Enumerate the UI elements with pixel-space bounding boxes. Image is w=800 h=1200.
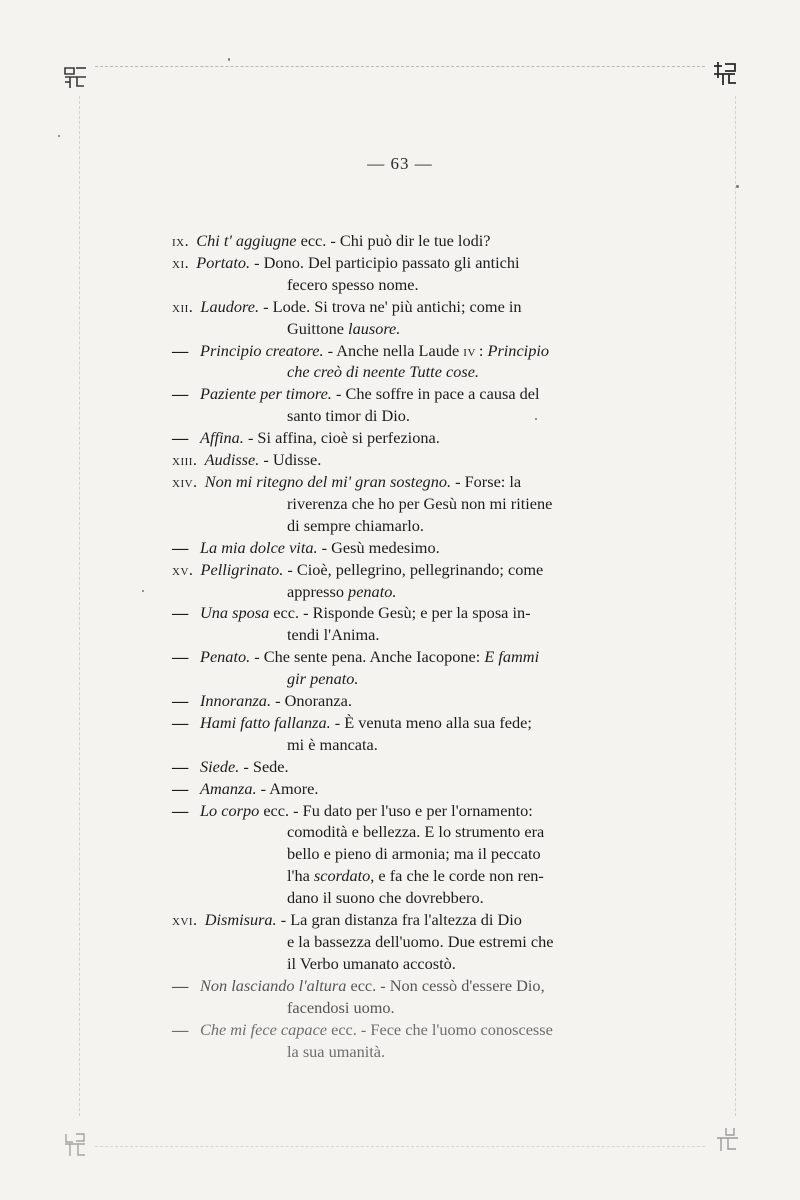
top-dashed-rule <box>95 66 705 67</box>
note-hami-fatto-fallanza <box>172 712 632 756</box>
note-continuation: e la bassezza dell'uomo. Due estremi che <box>287 932 554 951</box>
note-dash: — <box>172 691 189 711</box>
note-dash: — <box>172 428 189 448</box>
note-line <box>172 471 632 493</box>
note-text: appresso <box>287 581 349 601</box>
note-continuation: santo timor di Dio. <box>287 406 411 426</box>
note-text: - La gran distanza fra l'altezza di Dio <box>276 910 522 930</box>
bottom-left-crop-mark-icon <box>60 1130 90 1160</box>
note-dash: — <box>172 603 189 623</box>
note-line <box>172 602 632 624</box>
note-ref: xiv. <box>172 471 198 491</box>
note-xii <box>172 296 632 340</box>
note-una-sposa <box>172 602 632 646</box>
note-continuation: che creò di neente Tutte cose. <box>287 362 479 382</box>
note-text: - Che soffre in pace a causa del <box>331 384 540 404</box>
note-line <box>172 690 632 712</box>
note-continuation: gir penato. <box>287 669 359 689</box>
right-dashed-rule <box>735 96 736 1116</box>
note-term: Chi t' aggiugne <box>196 231 297 250</box>
note-text: - Cioè, pellegrino, pellegrinando; come <box>283 559 544 579</box>
note-ref: xii. <box>172 296 194 316</box>
note-line <box>172 975 632 997</box>
note-dash: — <box>172 384 189 404</box>
note-text: ecc. - Fece che l'uomo conoscesse <box>327 1019 553 1039</box>
note-term: Portato. <box>196 252 251 272</box>
note-line <box>172 427 632 449</box>
note-term: Pelligrinato. <box>200 559 284 579</box>
note-text: ecc. - Non cessò d'essere Dio, <box>346 975 545 995</box>
note-text: - Dono. Del participio passato gli antichi <box>250 252 520 272</box>
note-continuation: il Verbo umanato accostò. <box>287 953 456 973</box>
note-italic-text: lausore. <box>348 318 401 338</box>
note-affina <box>172 427 632 449</box>
note-term: Che mi fece capace <box>200 1019 328 1039</box>
note-text: ecc. - Chi può dir le tue lodi? <box>296 231 491 250</box>
note-text: - Amore. <box>256 778 319 798</box>
note-ref: xi. <box>172 252 190 272</box>
note-text: - Gesù medesimo. <box>317 537 440 557</box>
note-continuation: bello e pieno di armonia; ma il peccato <box>287 844 541 864</box>
note-text: - Onoranza. <box>271 691 352 711</box>
note-line <box>172 559 632 581</box>
note-xiii <box>172 449 632 471</box>
note-dash: — <box>172 647 189 667</box>
note-term: Hami fatto fallanza. <box>200 712 331 732</box>
note-term: Dismisura. <box>204 910 277 930</box>
note-dash: — <box>172 756 189 776</box>
note-continuation: la sua umanità. <box>287 1041 386 1061</box>
bottom-dashed-rule <box>95 1146 705 1147</box>
note-xv <box>172 559 632 603</box>
note-che-mi-fece-capace <box>172 1019 632 1063</box>
top-left-crop-mark-icon <box>60 62 90 92</box>
note-dash: — <box>172 1019 189 1039</box>
note-principio-creatore <box>172 340 632 384</box>
note-term: Innoranza. <box>200 691 272 711</box>
note-line <box>172 296 632 318</box>
note-text: - Sede. <box>239 756 289 776</box>
note-text: ecc. - Risponde Gesù; e per la sposa in- <box>269 603 531 623</box>
note-non-lasciando <box>172 975 632 1019</box>
left-dashed-rule <box>79 96 80 1116</box>
note-italic-text: E fammi <box>484 647 540 667</box>
note-dash: — <box>172 778 189 798</box>
note-continuation: fecero spesso nome. <box>287 274 419 294</box>
note-line <box>172 1019 632 1041</box>
note-dash: — <box>172 537 189 557</box>
note-line <box>172 712 632 734</box>
note-term: Audisse. <box>204 450 260 470</box>
note-italic-text: Principio <box>487 340 549 360</box>
note-continuation: di sempre chiamarlo. <box>287 515 424 535</box>
note-continuation: facendosi uomo. <box>287 997 395 1017</box>
note-text: Guittone <box>287 318 349 338</box>
note-text: - Che sente pena. Anche Iacopone: <box>250 647 485 667</box>
note-line <box>172 537 632 559</box>
note-text: - Lode. Si trova ne' più antichi; come in <box>259 296 522 316</box>
note-ref: xv. <box>172 559 194 579</box>
note-term: Affina. <box>200 428 244 448</box>
note-penato <box>172 646 632 690</box>
note-text: : <box>478 340 488 360</box>
note-line <box>172 778 632 800</box>
note-dash: — <box>172 800 189 820</box>
note-dash: — <box>172 712 189 732</box>
note-continuation: riverenza che ho per Gesù non mi ritiene <box>287 493 553 513</box>
paper-speck <box>535 418 537 420</box>
page-number: — 63 — <box>367 154 433 173</box>
note-xvi <box>172 909 632 975</box>
note-continuation <box>287 865 632 887</box>
note-line <box>172 756 632 778</box>
note-italic-text: penato. <box>348 581 397 601</box>
note-term: Amanza. <box>200 778 257 798</box>
paper-speck <box>58 135 60 137</box>
note-paziente <box>172 383 632 427</box>
note-xi <box>172 252 632 296</box>
paper-speck <box>736 185 739 188</box>
note-text: l'ha <box>287 866 314 886</box>
note-amanza <box>172 778 632 800</box>
note-text: - Anche nella Laude <box>323 340 464 360</box>
note-text: - Si affina, cioè si perfeziona. <box>243 428 440 448</box>
note-text: - È venuta meno alla sua fede; <box>330 712 532 732</box>
note-term: Penato. <box>200 647 251 667</box>
top-right-crop-mark-icon <box>710 58 740 88</box>
note-continuation: tendi l'Anima. <box>287 625 380 645</box>
note-term: Non lasciando l'altura <box>200 975 347 995</box>
note-line <box>172 449 632 471</box>
note-term: Principio creatore. <box>200 340 324 360</box>
note-dolce-vita <box>172 537 632 559</box>
note-xiv <box>172 471 632 537</box>
note-term: Non mi ritegno del mi' gran sostegno. <box>204 471 452 491</box>
note-continuation <box>287 318 632 340</box>
note-term: Laudore. <box>200 296 260 316</box>
note-dash: — <box>172 975 189 995</box>
note-ref: xiii. <box>172 450 198 470</box>
note-continuation <box>287 581 632 603</box>
note-term: Siede. <box>200 756 240 776</box>
note-continuation: comodità e bellezza. E lo strumento era <box>287 822 545 842</box>
note-ix <box>172 230 632 252</box>
notes-list <box>172 230 632 1062</box>
note-italic-text: scordato, <box>313 866 375 886</box>
note-line <box>172 646 632 668</box>
note-continuation: dano il suono che dovrebbero. <box>287 888 484 908</box>
note-innoranza <box>172 690 632 712</box>
note-line <box>172 383 632 405</box>
note-text: ecc. - Fu dato per l'uso e per l'ornamento: <box>259 800 533 820</box>
note-ref: xvi. <box>172 910 198 930</box>
note-siede <box>172 756 632 778</box>
laude-ref: iv <box>463 340 476 360</box>
note-line <box>172 340 632 362</box>
note-text: - Forse: la <box>451 471 522 491</box>
note-term: La mia dolce vita. <box>200 537 318 557</box>
note-text: e fa che le corde non ren- <box>374 866 544 886</box>
note-line <box>172 252 632 274</box>
paper-speck <box>228 58 230 61</box>
note-dash: — <box>172 340 189 360</box>
note-continuation: mi è mancata. <box>287 734 378 754</box>
note-text: - Udisse. <box>259 450 322 470</box>
note-term: Una sposa <box>200 603 270 623</box>
note-term: Lo corpo <box>200 800 260 820</box>
bottom-right-crop-mark-icon <box>712 1125 742 1155</box>
note-ref: ix. <box>172 231 190 250</box>
note-line <box>172 230 632 252</box>
note-lo-corpo <box>172 800 632 910</box>
paper-speck <box>142 590 144 592</box>
note-term: Paziente per timore. <box>200 384 332 404</box>
note-line <box>172 800 632 822</box>
note-line <box>172 909 632 931</box>
